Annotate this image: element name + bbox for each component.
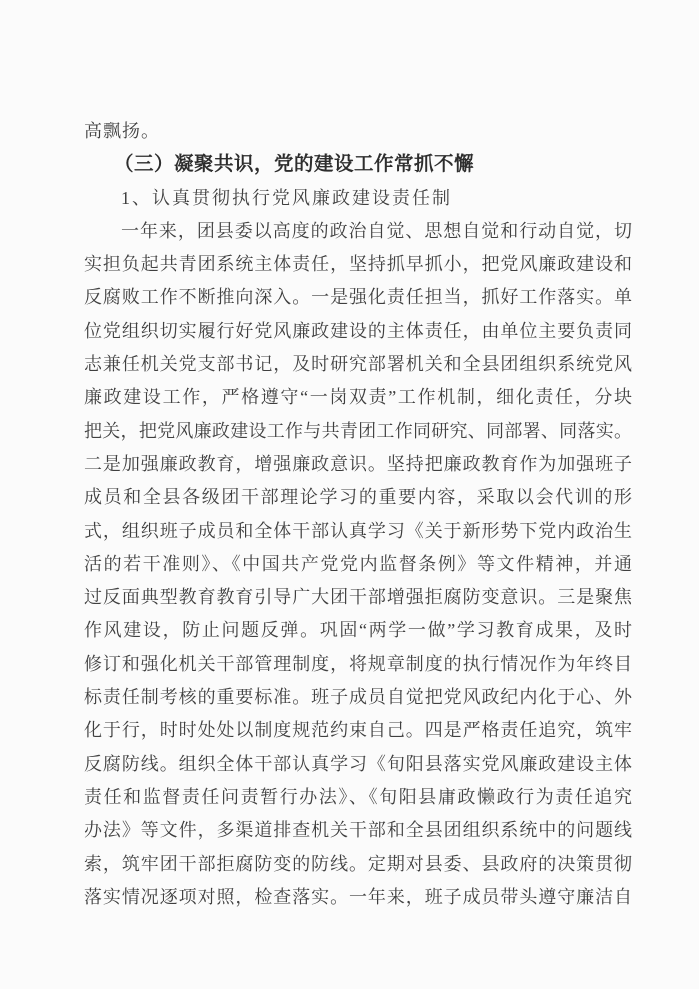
paragraph-line: 位党组织切实履行好党风廉政建设的主体责任，由单位主要负责同: [84, 320, 632, 341]
paragraph-line: 志兼任机关党支部书记，及时研究部署机关和全县团组织系统党风: [84, 354, 632, 375]
paragraph-line: 索，筑牢团干部拒腐防变的防线。定期对县委、县政府的决策贯彻: [84, 853, 632, 874]
paragraph-line: 过反面典型教育教育引导广大团干部增强拒腐防变意识。三是聚焦: [84, 587, 632, 608]
paragraph-line: 化于行，时时处处以制度规范约束自己。四是严格责任追究，筑牢: [84, 720, 632, 741]
paragraph-line: 活的若干准则》、《中国共产党党内监督条例》等文件精神，并通: [84, 553, 632, 574]
paragraph-line: 式，组织班子成员和全体干部认真学习《关于新形势下党内政治生: [84, 520, 632, 541]
section-heading-line: （三）凝聚共识，党的建设工作常抓不懈: [114, 154, 475, 176]
paragraph-line: 作风建设，防止问题反弹。巩固“两学一做”学习教育成果，及时: [84, 620, 632, 641]
paragraph-line: 成员和全县各级团干部理论学习的重要内容，采取以会代训的形: [84, 487, 632, 508]
paragraph-line: 标责任制考核的重要标准。班子成员自觉把党风政纪内化于心、外: [84, 687, 632, 708]
paragraph-line: 责任和监督责任问责暂行办法》、《旬阳县庸政懒政行为责任追究: [84, 786, 632, 807]
paragraph-line: 反腐防线。组织全体干部认真学习《旬阳县落实党风廉政建设主体: [84, 753, 632, 774]
paragraph-line: 反腐败工作不断推向深入。一是强化责任担当，抓好工作落实。单: [84, 287, 632, 308]
paragraph-line: 修订和强化机关干部管理制度，将规章制度的执行情况作为年终目: [84, 653, 632, 674]
paragraph-line: 落实情况逐项对照，检查落实。一年来，班子成员带头遵守廉洁自: [84, 886, 632, 907]
numbered-subheading-line: 1、认真贯彻执行党风廉政建设责任制: [121, 187, 452, 208]
paragraph-line: 廉政建设工作，严格遵守“一岗双责”工作机制，细化责任，分块: [84, 387, 632, 408]
paragraph-line: 把关，把党风廉政建设工作与共青团工作同研究、同部署、同落实。: [84, 420, 632, 441]
paragraph-tail-line: 高飘扬。: [84, 121, 160, 141]
paragraph-first-line: 一年来，团县委以高度的政治自觉、思想自觉和行动自觉，切: [121, 220, 632, 241]
paragraph-line: 二是加强廉政教育，增强廉政意识。坚持把廉政教育作为加强班子: [84, 453, 632, 474]
paragraph-line: 办法》等文件，多渠道排查机关干部和全县团组织系统中的问题线: [84, 820, 632, 841]
paragraph-line: 实担负起共青团系统主体责任，坚持抓早抓小，把党风廉政建设和: [84, 254, 632, 275]
